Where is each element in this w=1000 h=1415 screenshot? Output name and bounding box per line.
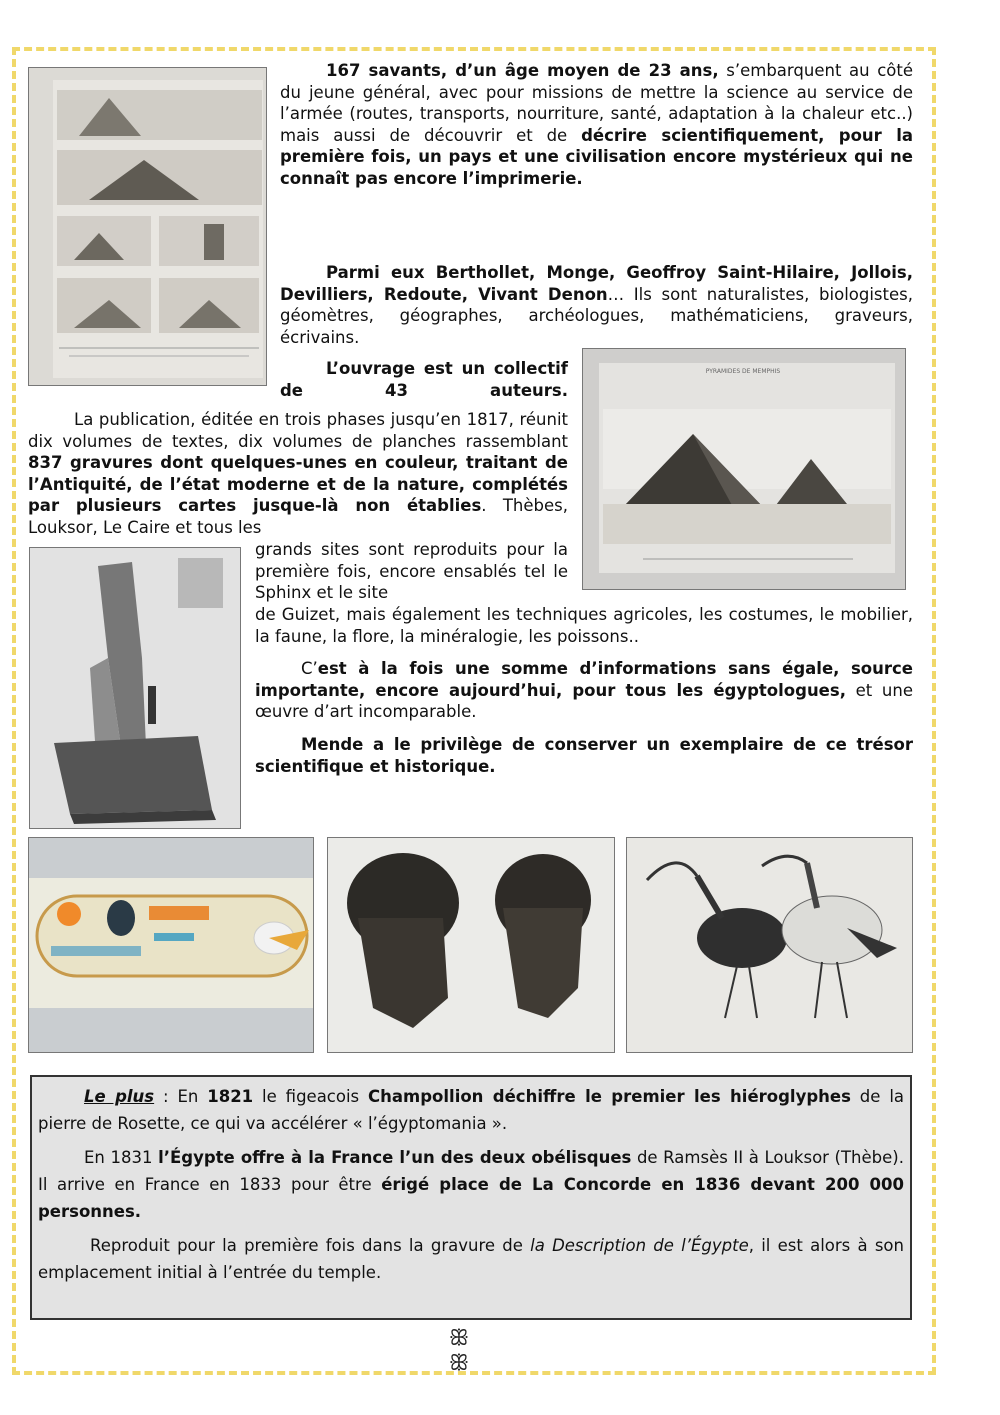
mummy-heads-photo — [327, 837, 615, 1053]
authors-bold: L’ouvrage est un collectif de 43 auteurs. — [280, 359, 568, 400]
paragraph-publication-c: de Guizet, mais également les techniques agricoles, les costumes, le mobilier, la faune, la flore, la minéralogie, les poissons.. — [255, 605, 913, 646]
publication-bold: 837 gravures dont quelques-unes en couleur, traitant de l’Antiquité, de l’état moderne et de la nature, complétés par plusieurs cartes jusque-là non établies — [28, 453, 568, 515]
box-p3-italic: la Description de l’Égypte — [530, 1236, 749, 1255]
somme-text-1: et une œuvre d’art incomparable. — [255, 680, 913, 721]
paragraph-authors — [280, 358, 568, 401]
box-p1-t3: de la pierre de Rosette, ce qui va accélérer « l’égyptomania ». — [38, 1087, 905, 1133]
ornament-flourish: ꕥ ꕥ — [448, 1326, 492, 1376]
box-p3-t2: , il est alors à son emplacement initial à l’entrée du temple. — [38, 1236, 904, 1282]
box-p2-t2: de Ramsès II à Louksor (Thèbe). Il arrive en France en 1833 pour être — [38, 1148, 904, 1194]
paragraph-names — [280, 262, 913, 348]
great-pyramid-photo — [582, 348, 906, 590]
box-paragraph-1 — [38, 1083, 904, 1137]
plate-header-text: PYRAMIDES DE MEMPHIS — [705, 368, 781, 375]
le-plus-box — [30, 1075, 912, 1320]
publication-text-1: La publication, éditée en trois phases jusqu’en 1817, réunit dix volumes de textes, dix volumes de planches rassemblant — [28, 410, 568, 451]
names-text: … Ils sont naturalistes, biologistes, géomètres, géographes, archéologues, mathématiciens, graveurs, écrivains. — [280, 284, 913, 347]
savants-bold-2: décrire scientifiquement, pour la première fois, un pays et une civilisation encore mystérieux qui ne connaît pas encore l’imprimerie. — [280, 125, 913, 188]
box-p1-t2: le figeacois — [253, 1087, 369, 1106]
savants-text: s’embarquent au côté du jeune général, avec pour missions de mettre la science au service de l’armée (routes, transports, nourriture, santé, adaptation à la chaleur etc..) mais aussi de découvrir et de — [280, 61, 913, 145]
box-p2-b1: l’Égypte offre à la France l’un des deux obélisques — [158, 1148, 632, 1167]
box-p2-t1: En 1831 — [84, 1148, 159, 1167]
pyramids-plates-photo — [28, 67, 267, 386]
paragraph-publication-b: grands sites sont reproduits pour la première fois, encore ensablés tel le Sphinx et le site — [255, 540, 568, 602]
names-bold: Parmi eux Berthollet, Monge, Geoffroy Saint-Hilaire, Jollois, Devilliers, Redoute, Vivant Denon — [280, 263, 913, 304]
paragraph-publication-a — [28, 409, 568, 538]
savants-bold: 167 savants, d’un âge moyen de 23 ans, — [326, 61, 719, 80]
box-paragraph-2 — [38, 1144, 904, 1225]
cartouche-hieroglyph-photo — [28, 837, 314, 1053]
paragraph-somme — [255, 658, 913, 723]
ibis-birds-photo — [626, 837, 913, 1053]
publication-text-2: . Thèbes, Louksor, Le Caire et tous les — [28, 496, 568, 537]
box-paragraph-3 — [38, 1232, 904, 1286]
box-p1-b2: Champollion déchiffre le premier les hiéroglyphes — [368, 1087, 851, 1106]
le-plus-label: Le plus — [84, 1087, 155, 1106]
somme-text-0: C’ — [301, 659, 318, 678]
mende-bold: Mende a le privilège de conserver un exemplaire de ce trésor scientifique et historique. — [255, 735, 913, 776]
paragraph-mende — [255, 734, 913, 777]
box-p3-t1: Reproduit pour la première fois dans la gravure de — [90, 1236, 531, 1255]
somme-bold: est à la fois une somme d’informations sans égale, source importante, encore aujourd’hui, pour tous les égyptologues, — [255, 659, 913, 700]
paragraph-savants — [280, 60, 913, 189]
box-p1-t1: : En — [154, 1087, 208, 1106]
colossus-statue-photo — [29, 547, 241, 829]
box-p2-b2: érigé place de La Concorde en 1836 devant 200 000 personnes. — [38, 1175, 904, 1221]
box-p1-b1: 1821 — [207, 1087, 254, 1106]
